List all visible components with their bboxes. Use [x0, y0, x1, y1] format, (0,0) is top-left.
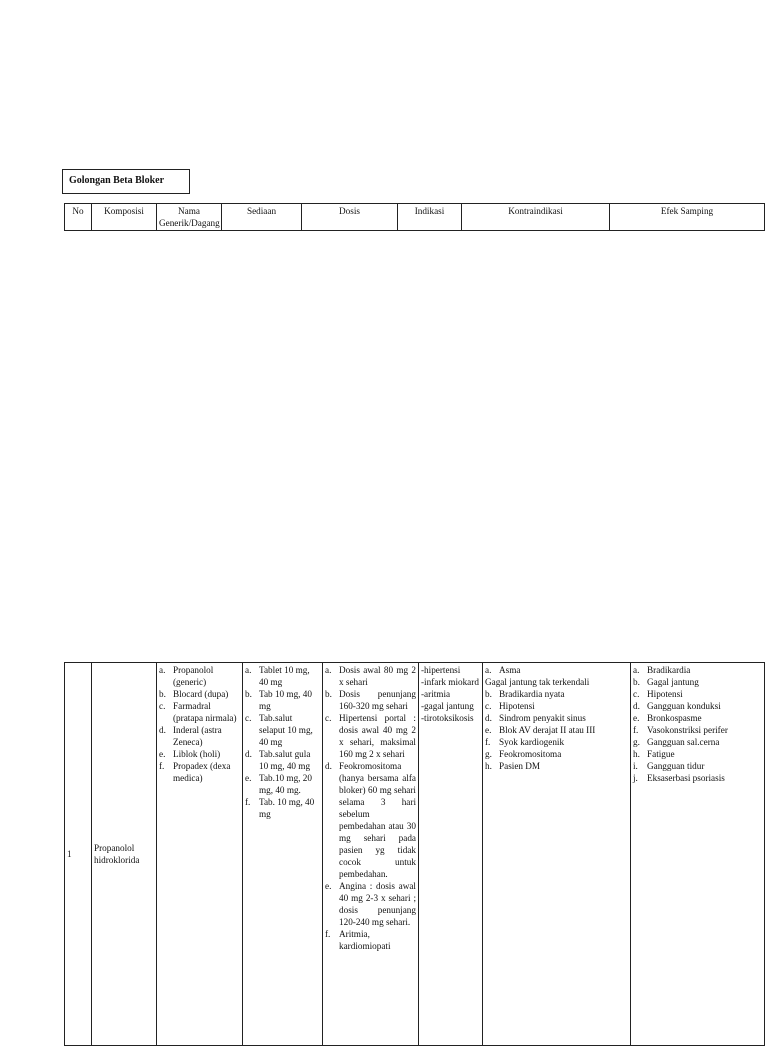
drug-table [64, 662, 765, 1046]
table-row [65, 663, 765, 1046]
list-item [485, 676, 628, 688]
list-marker: b. [485, 689, 492, 699]
list-text: Liblok (holi) [173, 749, 221, 759]
cell-kontraindikasi [483, 663, 631, 1046]
list-text: Pasien DM [499, 761, 541, 771]
list-item [159, 688, 240, 700]
list-text: Tablet 10 mg, 40 mg [259, 665, 310, 687]
list-marker: e. [633, 713, 640, 723]
list-item [325, 664, 416, 688]
list-item [159, 760, 240, 784]
list-marker: e. [159, 749, 166, 759]
list-item [485, 760, 628, 772]
list-text: Aritmia, kardiomiopati [339, 929, 391, 951]
list-text: Bradikardia nyata [499, 689, 565, 699]
list-text: Syok kardiogenik [499, 737, 565, 747]
dosis-list [325, 664, 416, 952]
list-text: Farmadral (pratapa nirmala) [173, 701, 237, 723]
list-marker: f. [633, 725, 639, 735]
list-marker: h. [485, 761, 492, 771]
cell-efek-samping [631, 663, 765, 1046]
list-text: Tab. 10 mg, 40 mg [259, 797, 315, 819]
list-item [245, 688, 320, 712]
list-item [159, 748, 240, 760]
list-marker: g. [633, 737, 640, 747]
list-marker: b. [325, 689, 332, 699]
cell-nama [157, 663, 243, 1046]
list-item [245, 796, 320, 820]
list-item [633, 688, 762, 700]
list-item [325, 760, 416, 880]
list-item: -infark miokard [421, 677, 479, 687]
list-text: Eksaserbasi psoriasis [647, 773, 725, 783]
cell-indikasi [419, 663, 483, 1046]
list-item [633, 724, 762, 736]
header-dosis: Dosis [302, 204, 398, 231]
list-marker: b. [633, 677, 640, 687]
list-item [159, 700, 240, 724]
list-marker: d. [485, 713, 492, 723]
list-item [633, 676, 762, 688]
list-text: Propanolol (generic) [173, 665, 214, 687]
list-text: Tab.salut gula 10 mg, 40 mg [259, 749, 311, 771]
list-item [485, 712, 628, 724]
list-marker: f. [485, 737, 491, 747]
list-item [245, 748, 320, 772]
list-text: Hipertensi portal : dosis awal 40 mg 2 x sehari, maksimal 160 mg 2 x sehari [339, 713, 416, 759]
list-marker: c. [633, 689, 640, 699]
list-text: Inderal (astra Zeneca) [173, 725, 222, 747]
list-marker: j. [633, 773, 638, 783]
list-text: Propadex (dexa medica) [173, 761, 231, 783]
list-item [485, 724, 628, 736]
list-marker: e. [245, 773, 252, 783]
list-item [633, 712, 762, 724]
list-text: Gagal jantung tak terkendali [485, 677, 590, 687]
list-text: Gagal jantung [647, 677, 699, 687]
header-komposisi: Komposisi [92, 204, 157, 231]
list-item [485, 748, 628, 760]
nama-list [159, 664, 240, 784]
cell-no: 1 [65, 663, 92, 1046]
list-marker: e. [485, 725, 492, 735]
list-item [245, 772, 320, 796]
list-text: Sindrom penyakit sinus [499, 713, 586, 723]
cell-komposisi: Propanolol hidroklorida [92, 663, 157, 1046]
list-marker: a. [485, 665, 492, 675]
header-efek-samping: Efek Samping [610, 204, 765, 231]
list-marker: b. [245, 689, 252, 699]
list-item: -aritmia [421, 689, 451, 699]
list-item: -tirotoksikosis [421, 713, 474, 723]
sediaan-list [245, 664, 320, 820]
efek-list [633, 664, 762, 784]
list-text: Asma [499, 665, 521, 675]
list-item [633, 736, 762, 748]
list-item: -hipertensi [421, 665, 461, 675]
list-text: Fatigue [647, 749, 675, 759]
list-text: Bronkospasme [647, 713, 702, 723]
list-item [325, 928, 416, 952]
list-text: Angina : dosis awal 40 mg 2-3 x sehari ; dosis penunjang 120-240 mg sehari. [339, 881, 416, 927]
list-marker: b. [159, 689, 166, 699]
list-item [245, 664, 320, 688]
list-marker: d. [325, 761, 332, 771]
indikasi-list [421, 664, 480, 724]
list-marker: c. [325, 713, 332, 723]
list-text: Gangguan konduksi [647, 701, 721, 711]
list-text: Gangguan sal.cerna [647, 737, 720, 747]
list-item [485, 664, 628, 676]
list-text: Dosis penunjang 160-320 mg sehari [339, 689, 416, 711]
list-text: Dosis awal 80 mg 2 x sehari [339, 665, 416, 687]
list-marker: d. [159, 725, 166, 735]
list-marker: c. [485, 701, 492, 711]
list-item [633, 664, 762, 676]
list-marker: f. [159, 761, 165, 771]
list-item [633, 748, 762, 760]
list-item [159, 664, 240, 688]
cell-dosis [323, 663, 419, 1046]
list-item [245, 712, 320, 748]
list-marker: d. [245, 749, 252, 759]
list-item [485, 700, 628, 712]
list-item [633, 772, 762, 784]
list-marker: a. [325, 665, 332, 675]
header-nama: Nama Generik/Dagang [157, 204, 222, 231]
list-item [633, 700, 762, 712]
list-marker: c. [245, 713, 252, 723]
header-indikasi: Indikasi [398, 204, 462, 231]
list-item [159, 724, 240, 748]
list-item [633, 760, 762, 772]
list-text: Blok AV derajat II atau III [499, 725, 596, 735]
list-text: Feokromositoma (hanya bersama alfa bloker) 60 mg sehari selama 3 hari sebelum pembedahan atau 30 mg sehari pada pasien yg tidak cocok untuk pembedahan. [339, 761, 416, 879]
list-item [485, 688, 628, 700]
header-row [65, 204, 765, 231]
list-item [485, 736, 628, 748]
list-marker: a. [159, 665, 166, 675]
list-marker: f. [245, 797, 251, 807]
list-marker: a. [245, 665, 252, 675]
list-marker: e. [325, 881, 332, 891]
list-marker: d. [633, 701, 640, 711]
list-marker: g. [485, 749, 492, 759]
list-marker: c. [159, 701, 166, 711]
list-text: Hipotensi [647, 689, 683, 699]
list-item [325, 688, 416, 712]
header-table [64, 203, 765, 231]
cell-sediaan [243, 663, 323, 1046]
list-text: Feokromositoma [499, 749, 562, 759]
list-item: -gagal jantung [421, 701, 474, 711]
list-marker: f. [325, 929, 331, 939]
list-text: Bradikardia [647, 665, 691, 675]
kontraindikasi-list [485, 664, 628, 772]
list-text: Tab.salut selaput 10 mg, 40 mg [259, 713, 313, 747]
list-text: Blocard (dupa) [173, 689, 229, 699]
list-item [325, 712, 416, 760]
list-text: Hipotensi [499, 701, 535, 711]
list-text: Vasokonstriksi perifer [647, 725, 728, 735]
header-no: No [65, 204, 92, 231]
list-text: Tab.10 mg, 20 mg, 40 mg. [259, 773, 312, 795]
list-marker: h. [633, 749, 640, 759]
list-text: Tab 10 mg, 40 mg [259, 689, 312, 711]
list-marker: a. [633, 665, 640, 675]
header-kontraindikasi: Kontraindikasi [462, 204, 610, 231]
list-item [325, 880, 416, 928]
section-title: Golongan Beta Bloker [62, 169, 190, 194]
list-marker: i. [633, 761, 638, 771]
list-text: Gangguan tidur [647, 761, 705, 771]
header-sediaan: Sediaan [222, 204, 302, 231]
